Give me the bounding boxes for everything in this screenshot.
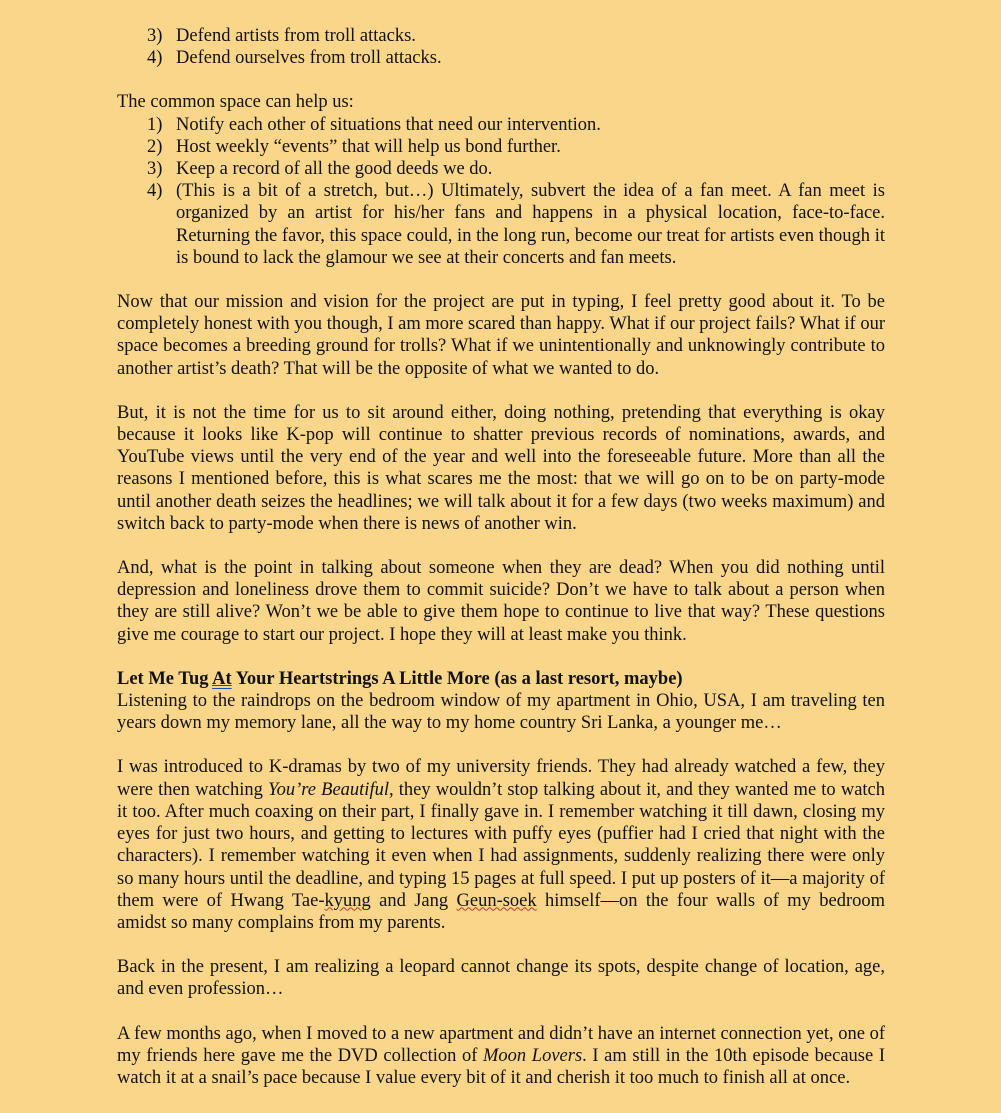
drama-title: You’re Beautiful <box>268 779 389 800</box>
list-top <box>117 25 885 69</box>
section-heading: Let Me Tug At Your Heartstrings A Little More (as a last resort, maybe) <box>117 668 683 689</box>
paragraph-mission: Now that our mission and vision for the project are put in typing, I feel pretty good about it. To be completely honest with you though, I am more scared than happy. What if our project fails? What if our space becomes a breeding ground for trolls? What if we unintentionally and unknowingly contribute to another artist’s death? That will be the opposite of what we wanted to do. <box>117 292 885 379</box>
paragraph-point: And, what is the point in talking about someone when they are dead? When you did nothing until depression and loneliness drove them to commit suicide? Don’t we have to talk about a person when they are still alive? Won’t we be able to give them hope to continue to live that way? These questions give me courage to start our project. I hope they will at least make you think. <box>117 558 885 645</box>
list-item: 3) Defend artists from troll attacks. <box>147 26 416 46</box>
spellcheck-word: Geun-soek <box>456 890 537 911</box>
paragraph-time: But, it is not the time for us to sit around either, doing nothing, pretending that everything is okay because it looks like K-pop will continue to shatter previous records of nominations, awards, and YouTube views until the very end of the year and well into the foreseeable future. More than all the reasons I mentioned before, this is what scares me the most: that we will go on to be on party-mode until another death seizes the headlines; we will talk about it for a few days (two weeks maximum) and switch back to party-mode when there is news of another win. <box>117 402 885 534</box>
paragraph-months: A few months ago, when I moved to a new apartment and didn’t have an internet connection yet, one of my friends here gave me the DVD collection of Moon Lovers. I am still in the 10th episode because I watch it at a snail’s pace because I value every bit of it and cherish it too much to finish all at once. <box>117 1023 885 1088</box>
document-page <box>117 25 885 1089</box>
list-item: 4) Defend ourselves from troll attacks. <box>147 48 442 69</box>
list-common-space <box>117 114 885 269</box>
paragraph-listening: Listening to the raindrops on the bedroom window of my apartment in Ohio, USA, I am traveling ten years down my memory lane, all the way to my home country Sri Lanka, a younger me… <box>117 691 885 734</box>
list-item: 2) Host weekly “events” that will help us bond further. <box>147 136 561 157</box>
paragraph-kdrama: I was introduced to K-dramas by two of my university friends. They had already watched a few, they were then watching You’re Beautiful, they wouldn’t stop talking about it, and they wanted me to watch it too. After much coaxing on their part, I finally gave in. I remember watching it till dawn, closing my eyes for just two hours, and getting to lectures with puffy eyes (puffier had I cried that night with the characters). I remember watching it even when I had assignments, suddenly realizing there were only so many hours until the deadline, and typing 15 pages at full speed. I put up posters of it—a majority of them were of Hwang Tae-kyung and Jang Geun-soek himself—on the four walls of my bedroom amidst so many complains from my parents. <box>117 757 886 933</box>
paragraph-present: Back in the present, I am realizing a leopard cannot change its spots, despite change of location, age, and even profession… <box>117 957 885 1000</box>
common-space-intro: The common space can help us: <box>117 92 354 113</box>
spellcheck-word: kyung <box>324 890 371 911</box>
drama-title: Moon Lovers <box>483 1045 583 1066</box>
list-item: 3) Keep a record of all the good deeds we do. <box>147 159 493 180</box>
list-item: 1) Notify each other of situations that need our intervention. <box>147 114 601 135</box>
list-item: 4) (This is a bit of a stretch, but…) Ultimately, subvert the idea of a fan meet. A fan meet is organized by an artist for his/her fans and happens in a physical location, face-to-face. Returning the favor, this space could, in the long run, become our treat for artists even though it is bound to lack the glamour we see at their concerts and fan meets. <box>147 181 885 268</box>
